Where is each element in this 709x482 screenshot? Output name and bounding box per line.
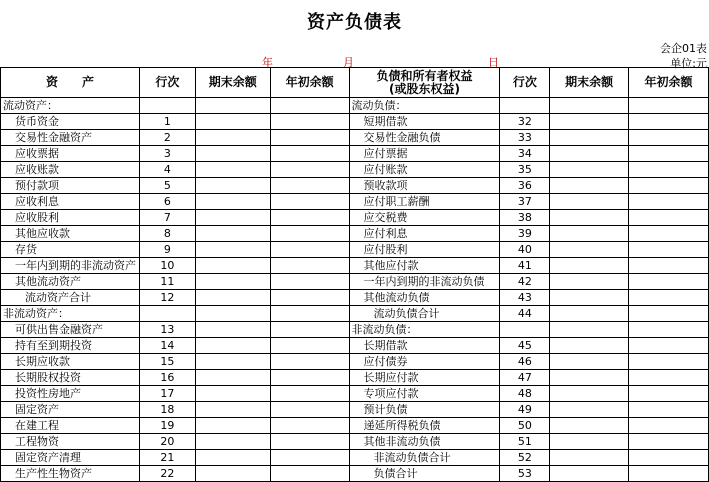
asset-name: 流动资产合计 (1, 290, 140, 306)
liability-name: 长期借款 (349, 338, 500, 354)
asset-name: 生产性生物资产 (1, 466, 140, 482)
asset-line-number: 22 (139, 466, 195, 482)
asset-end-balance[interactable] (195, 338, 270, 354)
asset-name: 固定资产清理 (1, 450, 140, 466)
asset-end-balance[interactable] (195, 274, 270, 290)
asset-begin-balance[interactable] (270, 322, 349, 338)
asset-name: 长期股权投资 (1, 370, 140, 386)
asset-line-number: 19 (139, 418, 195, 434)
liability-begin-balance[interactable] (629, 450, 709, 466)
liability-line-number: 39 (500, 226, 550, 242)
liability-end-balance[interactable] (550, 386, 629, 402)
liability-end-balance[interactable] (550, 370, 629, 386)
asset-line-number: 5 (139, 178, 195, 194)
asset-line-number: 13 (139, 322, 195, 338)
liability-end-balance[interactable] (550, 402, 629, 418)
liability-end-balance[interactable] (550, 162, 629, 178)
asset-end-balance[interactable] (195, 146, 270, 162)
table-row (1, 322, 709, 338)
liability-name: 其他应付款 (349, 258, 500, 274)
header-liabilities (349, 68, 500, 98)
liability-name: 流动负债合计 (349, 306, 500, 322)
asset-begin-balance[interactable] (270, 354, 349, 370)
liability-name: 应付票据 (349, 146, 500, 162)
header-end-balance: 期末余额 (195, 68, 270, 98)
table-row (1, 226, 709, 242)
liability-end-balance[interactable] (550, 322, 629, 338)
liability-begin-balance[interactable] (629, 290, 709, 306)
asset-begin-balance[interactable] (270, 290, 349, 306)
asset-line-number: 16 (139, 370, 195, 386)
asset-end-balance[interactable] (195, 290, 270, 306)
asset-line-number: 11 (139, 274, 195, 290)
asset-end-balance[interactable] (195, 306, 270, 322)
liability-end-balance[interactable] (550, 274, 629, 290)
header-begin-balance: 年初余额 (270, 68, 349, 98)
asset-begin-balance[interactable] (270, 466, 349, 482)
liability-begin-balance[interactable] (629, 114, 709, 130)
liability-name: 短期借款 (349, 114, 500, 130)
asset-begin-balance[interactable] (270, 226, 349, 242)
asset-name: 在建工程 (1, 418, 140, 434)
asset-begin-balance[interactable] (270, 146, 349, 162)
liability-name: 交易性金融负债 (349, 130, 500, 146)
liability-name: 一年内到期的非流动负债 (349, 274, 500, 290)
asset-end-balance[interactable] (195, 450, 270, 466)
table-row (1, 290, 709, 306)
asset-end-balance[interactable] (195, 242, 270, 258)
asset-begin-balance[interactable] (270, 114, 349, 130)
liability-end-balance[interactable] (550, 178, 629, 194)
asset-line-number: 14 (139, 338, 195, 354)
liability-end-balance[interactable] (550, 242, 629, 258)
liability-begin-balance[interactable] (629, 242, 709, 258)
liability-begin-balance[interactable] (629, 146, 709, 162)
liability-line-number: 35 (500, 162, 550, 178)
table-row (1, 306, 709, 322)
liability-name: 专项应付款 (349, 386, 500, 402)
liability-begin-balance[interactable] (629, 386, 709, 402)
header-row (1, 68, 709, 98)
liability-end-balance[interactable] (550, 354, 629, 370)
asset-line-number (139, 306, 195, 322)
liability-begin-balance[interactable] (629, 210, 709, 226)
liability-begin-balance[interactable] (629, 418, 709, 434)
asset-begin-balance[interactable] (270, 242, 349, 258)
asset-begin-balance[interactable] (270, 386, 349, 402)
liability-end-balance[interactable] (550, 290, 629, 306)
liability-end-balance[interactable] (550, 306, 629, 322)
liability-end-balance[interactable] (550, 210, 629, 226)
asset-name: 其他应收款 (1, 226, 140, 242)
asset-end-balance[interactable] (195, 210, 270, 226)
liability-line-number: 32 (500, 114, 550, 130)
form-number: 会企01表 (660, 42, 707, 55)
table-row (1, 274, 709, 290)
liability-end-balance[interactable] (550, 434, 629, 450)
asset-begin-balance[interactable] (270, 306, 349, 322)
header-liabilities-line1: 负债和所有者权益 (376, 68, 473, 83)
asset-begin-balance[interactable] (270, 418, 349, 434)
balance-sheet-table (0, 67, 709, 482)
liability-line-number: 37 (500, 194, 550, 210)
liability-name: 长期应付款 (349, 370, 500, 386)
asset-begin-balance[interactable] (270, 98, 349, 114)
asset-line-number: 20 (139, 434, 195, 450)
asset-line-number: 12 (139, 290, 195, 306)
asset-line-number: 8 (139, 226, 195, 242)
table-row (1, 386, 709, 402)
asset-name: 可供出售金融资产 (1, 322, 140, 338)
liability-begin-balance[interactable] (629, 162, 709, 178)
liability-name: 应付利息 (349, 226, 500, 242)
asset-begin-balance[interactable] (270, 258, 349, 274)
table-row (1, 450, 709, 466)
date-month: 月 (343, 56, 354, 69)
table-row (1, 258, 709, 274)
asset-name: 工程物资 (1, 434, 140, 450)
liability-line-number: 45 (500, 338, 550, 354)
liability-end-balance[interactable] (550, 146, 629, 162)
table-row (1, 178, 709, 194)
liability-end-balance[interactable] (550, 194, 629, 210)
asset-line-number (139, 98, 195, 114)
liability-name: 预收款项 (349, 178, 500, 194)
asset-name: 应收利息 (1, 194, 140, 210)
page-title: 资产负债表 (307, 12, 402, 33)
asset-name: 一年内到期的非流动资产 (1, 258, 140, 274)
liability-line-number: 38 (500, 210, 550, 226)
liability-end-balance[interactable] (550, 226, 629, 242)
asset-end-balance[interactable] (195, 194, 270, 210)
liability-name: 负债合计 (349, 466, 500, 482)
header-liabilities-line2: (或股东权益) (388, 81, 460, 96)
asset-end-balance[interactable] (195, 226, 270, 242)
asset-end-balance[interactable] (195, 434, 270, 450)
asset-end-balance[interactable] (195, 130, 270, 146)
liability-line-number: 49 (500, 402, 550, 418)
liability-name: 应付账款 (349, 162, 500, 178)
asset-begin-balance[interactable] (270, 178, 349, 194)
asset-name: 投资性房地产 (1, 386, 140, 402)
liability-name: 应交税费 (349, 210, 500, 226)
asset-end-balance[interactable] (195, 354, 270, 370)
asset-line-number: 21 (139, 450, 195, 466)
table-row (1, 194, 709, 210)
liability-end-balance[interactable] (550, 130, 629, 146)
liability-line-number: 34 (500, 146, 550, 162)
asset-begin-balance[interactable] (270, 370, 349, 386)
asset-begin-balance[interactable] (270, 434, 349, 450)
liability-begin-balance[interactable] (629, 274, 709, 290)
liability-name: 预计负债 (349, 402, 500, 418)
asset-end-balance[interactable] (195, 258, 270, 274)
liability-begin-balance[interactable] (629, 194, 709, 210)
asset-line-number: 3 (139, 146, 195, 162)
liability-line-number: 51 (500, 434, 550, 450)
asset-begin-balance[interactable] (270, 194, 349, 210)
asset-end-balance[interactable] (195, 402, 270, 418)
asset-begin-balance[interactable] (270, 402, 349, 418)
table-row (1, 370, 709, 386)
asset-line-number: 10 (139, 258, 195, 274)
asset-line-number: 18 (139, 402, 195, 418)
liability-name: 应付债券 (349, 354, 500, 370)
table-row (1, 418, 709, 434)
liability-begin-balance[interactable] (629, 434, 709, 450)
asset-begin-balance[interactable] (270, 338, 349, 354)
liability-line-number: 46 (500, 354, 550, 370)
asset-name: 固定资产 (1, 402, 140, 418)
asset-name: 货币资金 (1, 114, 140, 130)
currency-unit: 单位:元 (670, 57, 707, 70)
liability-end-balance[interactable] (550, 450, 629, 466)
asset-name: 交易性金融资产 (1, 130, 140, 146)
asset-line-number: 9 (139, 242, 195, 258)
asset-line-number: 7 (139, 210, 195, 226)
liability-begin-balance[interactable] (629, 322, 709, 338)
header-asset: 资 产 (1, 68, 140, 98)
asset-end-balance[interactable] (195, 162, 270, 178)
asset-line-number: 2 (139, 130, 195, 146)
table-row (1, 434, 709, 450)
asset-name: 其他流动资产 (1, 274, 140, 290)
table-row (1, 162, 709, 178)
liability-line-number: 36 (500, 178, 550, 194)
asset-line-number: 15 (139, 354, 195, 370)
header-begin-balance-2: 年初余额 (629, 68, 709, 98)
liability-line-number: 50 (500, 418, 550, 434)
liability-name: 其他流动负债 (349, 290, 500, 306)
asset-line-number: 17 (139, 386, 195, 402)
date-year: 年 (262, 56, 273, 69)
asset-end-balance[interactable] (195, 178, 270, 194)
liability-name: 应付职工薪酬 (349, 194, 500, 210)
asset-name: 存货 (1, 242, 140, 258)
asset-name: 流动资产： (1, 98, 140, 114)
asset-line-number: 4 (139, 162, 195, 178)
liability-name: 非流动负债： (349, 322, 500, 338)
liability-name: 非流动负债合计 (349, 450, 500, 466)
table-row (1, 402, 709, 418)
liability-line-number: 53 (500, 466, 550, 482)
liability-begin-balance[interactable] (629, 178, 709, 194)
liability-line-number: 33 (500, 130, 550, 146)
liability-name: 递延所得税负债 (349, 418, 500, 434)
asset-end-balance[interactable] (195, 418, 270, 434)
asset-name: 预付款项 (1, 178, 140, 194)
table-row (1, 146, 709, 162)
liability-begin-balance[interactable] (629, 338, 709, 354)
liability-line-number: 42 (500, 274, 550, 290)
liability-end-balance[interactable] (550, 418, 629, 434)
liability-begin-balance[interactable] (629, 98, 709, 114)
liability-begin-balance[interactable] (629, 370, 709, 386)
liability-end-balance[interactable] (550, 466, 629, 482)
date-day: 日 (488, 56, 499, 69)
liability-name: 应付股利 (349, 242, 500, 258)
liability-line-number: 41 (500, 258, 550, 274)
asset-name: 应收账款 (1, 162, 140, 178)
liability-end-balance[interactable] (550, 98, 629, 114)
asset-name: 非流动资产： (1, 306, 140, 322)
table-row (1, 354, 709, 370)
asset-end-balance[interactable] (195, 370, 270, 386)
asset-begin-balance[interactable] (270, 162, 349, 178)
liability-end-balance[interactable] (550, 258, 629, 274)
asset-name: 长期应收款 (1, 354, 140, 370)
liability-begin-balance[interactable] (629, 466, 709, 482)
table-row (1, 242, 709, 258)
asset-end-balance[interactable] (195, 98, 270, 114)
asset-begin-balance[interactable] (270, 450, 349, 466)
asset-end-balance[interactable] (195, 386, 270, 402)
liability-begin-balance[interactable] (629, 402, 709, 418)
liability-line-number: 40 (500, 242, 550, 258)
liability-end-balance[interactable] (550, 114, 629, 130)
asset-begin-balance[interactable] (270, 130, 349, 146)
asset-line-number: 6 (139, 194, 195, 210)
header-line-2: 行次 (500, 68, 550, 98)
asset-name: 应收股利 (1, 210, 140, 226)
liability-line-number: 44 (500, 306, 550, 322)
table-row (1, 130, 709, 146)
table-row (1, 98, 709, 114)
asset-end-balance[interactable] (195, 466, 270, 482)
asset-name: 持有至到期投资 (1, 338, 140, 354)
liability-line-number: 52 (500, 450, 550, 466)
header-line: 行次 (139, 68, 195, 98)
liability-name: 其他非流动负债 (349, 434, 500, 450)
liability-begin-balance[interactable] (629, 226, 709, 242)
liability-begin-balance[interactable] (629, 306, 709, 322)
table-row (1, 114, 709, 130)
header-end-balance-2: 期末余额 (550, 68, 629, 98)
liability-line-number: 47 (500, 370, 550, 386)
asset-line-number: 1 (139, 114, 195, 130)
table-row (1, 210, 709, 226)
asset-begin-balance[interactable] (270, 274, 349, 290)
liability-line-number (500, 98, 550, 114)
asset-end-balance[interactable] (195, 114, 270, 130)
asset-begin-balance[interactable] (270, 210, 349, 226)
table-row (1, 466, 709, 482)
asset-end-balance[interactable] (195, 322, 270, 338)
asset-name: 应收票据 (1, 146, 140, 162)
liability-begin-balance[interactable] (629, 258, 709, 274)
liability-line-number: 48 (500, 386, 550, 402)
liability-line-number (500, 322, 550, 338)
liability-name: 流动负债： (349, 98, 500, 114)
liability-line-number: 43 (500, 290, 550, 306)
liability-begin-balance[interactable] (629, 354, 709, 370)
table-row (1, 338, 709, 354)
liability-begin-balance[interactable] (629, 130, 709, 146)
liability-end-balance[interactable] (550, 338, 629, 354)
